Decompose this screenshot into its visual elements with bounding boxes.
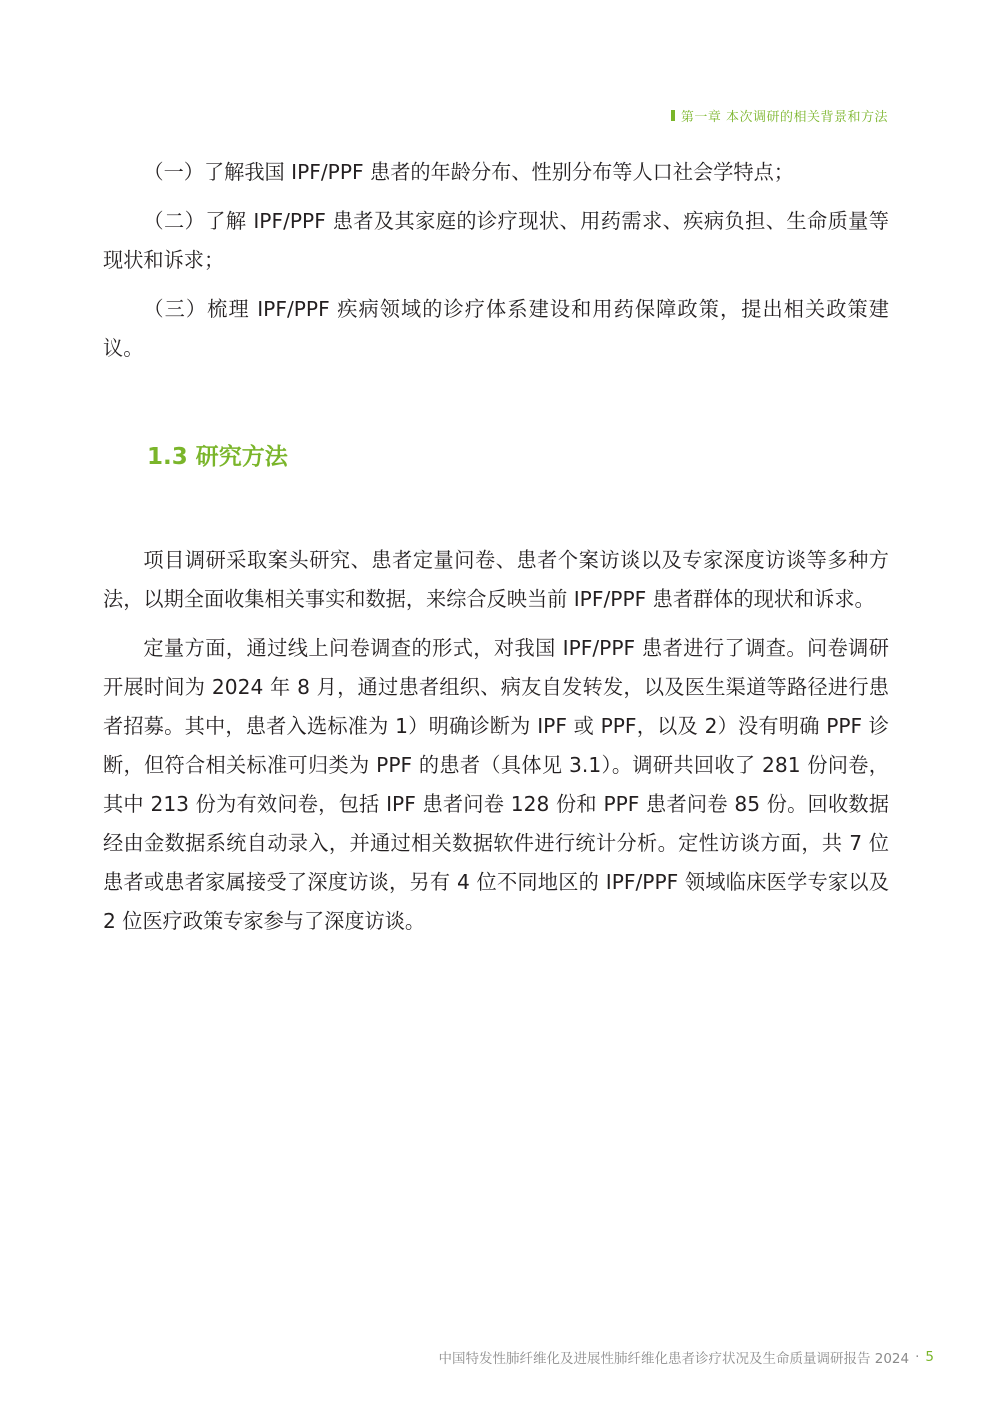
report-title: 中国特发性肺纤维化及进展性肺纤维化患者诊疗状况及生命质量调研报告 2024 — [438, 1351, 910, 1367]
methods-paragraph: 项目调研采取案头研究、患者定量问卷、患者个案访谈以及专家深度访谈等多种方法，以期全面收集相关事实和数据，来综合反映当前 IPF/PPF 患者群体的现状和诉求。 — [103, 548, 889, 611]
objective-item: （三）梳理 IPF/PPF 疾病领域的诊疗体系建设和用药保障政策，提出相关政策建议。 — [103, 297, 889, 360]
objectives-list — [103, 153, 889, 378]
objective-item: （一）了解我国 IPF/PPF 患者的年龄分布、性别分布等人口社会学特点； — [143, 160, 794, 184]
methods-body — [103, 541, 889, 951]
footer-separator: · — [915, 1349, 920, 1365]
section-heading: 1.3 研究方法 — [147, 444, 288, 470]
chapter-header — [671, 106, 888, 125]
objective-item: （二）了解 IPF/PPF 患者及其家庭的诊疗现状、用药需求、疾病负担、生命质量等现状和诉求； — [103, 209, 889, 272]
page-number: 5 — [925, 1349, 934, 1365]
chapter-marker-icon — [671, 110, 675, 121]
methods-paragraph: 定量方面，通过线上问卷调查的形式，对我国 IPF/PPF 患者进行了调查。问卷调研开展时间为 2024 年 8 月，通过患者组织、病友自发转发，以及医生渠道等路径进行患者招募。其中，患者入选标准为 1）明确诊断为 IPF 或 PPF，以及 2）没有明确 PPF 诊断，但符合相关标准可归类为 PPF 的患者（具体见 3.1）。调研共回收了 281 份问卷，其中 213 份为有效问卷，包括 IPF 患者问卷 128 份和 PPF 患者问卷 85 份。回收数据经由金数据系统自动录入，并通过相关数据软件进行统计分析。定性访谈方面，共 7 位患者或患者家属接受了深度访谈，另有 4 位不同地区的 IPF/PPF 领域临床医学专家以及 2 位医疗政策专家参与了深度访谈。 — [103, 636, 889, 933]
chapter-title: 第一章 本次调研的相关背景和方法 — [680, 110, 888, 125]
page-footer — [438, 1347, 934, 1367]
